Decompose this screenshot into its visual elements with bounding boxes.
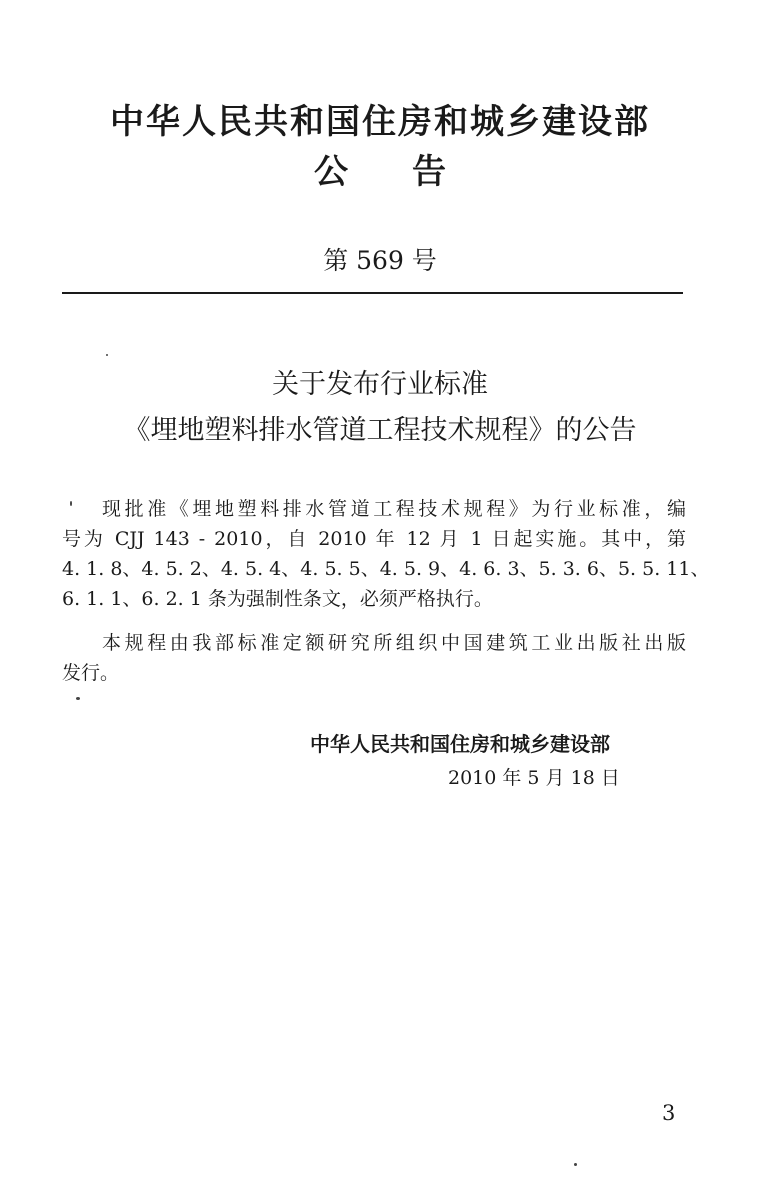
body-line: 6. 1. 1、6. 2. 1 条为强制性条文，必须严格执行。 — [62, 588, 493, 610]
body-line: 发行。 — [62, 662, 120, 684]
scan-speck — [76, 697, 80, 700]
scan-speck — [106, 354, 108, 356]
body-line: 现批准《埋地塑料排水管道工程技术规程》为行业标准，编 — [102, 498, 686, 520]
body-line: 4. 1. 8、4. 5. 2、4. 5. 4、4. 5. 5、4. 5. 9、4. 6. 3、5. 3. 6、5. 5. 11、 — [62, 558, 710, 580]
notice-number: 第 569 号 — [323, 246, 437, 275]
subject-line-2: 《埋地塑料排水管道工程技术规程》的公告 — [123, 415, 637, 446]
header-divider — [62, 292, 683, 294]
notice-heading: 公告 — [314, 152, 510, 192]
scan-speck — [574, 1163, 577, 1166]
body-line: 号为 CJJ 143 - 2010，自 2010 年 12 月 1 日起实施。其中，第 — [62, 528, 686, 550]
signature-issuer: 中华人民共和国住房和城乡建设部 — [310, 732, 610, 756]
body-paragraph-1 — [62, 494, 710, 614]
ministry-title: 中华人民共和国住房和城乡建设部 — [110, 102, 650, 142]
subject-line-1: 关于发布行业标准 — [272, 369, 488, 400]
signature-date: 2010 年 5 月 18 日 — [448, 767, 620, 789]
scan-speck — [70, 501, 72, 506]
page-number: 3 — [662, 1101, 676, 1125]
body-paragraph-2 — [62, 628, 686, 688]
body-line: 本规程由我部标准定额研究所组织中国建筑工业出版社出版 — [102, 632, 686, 654]
